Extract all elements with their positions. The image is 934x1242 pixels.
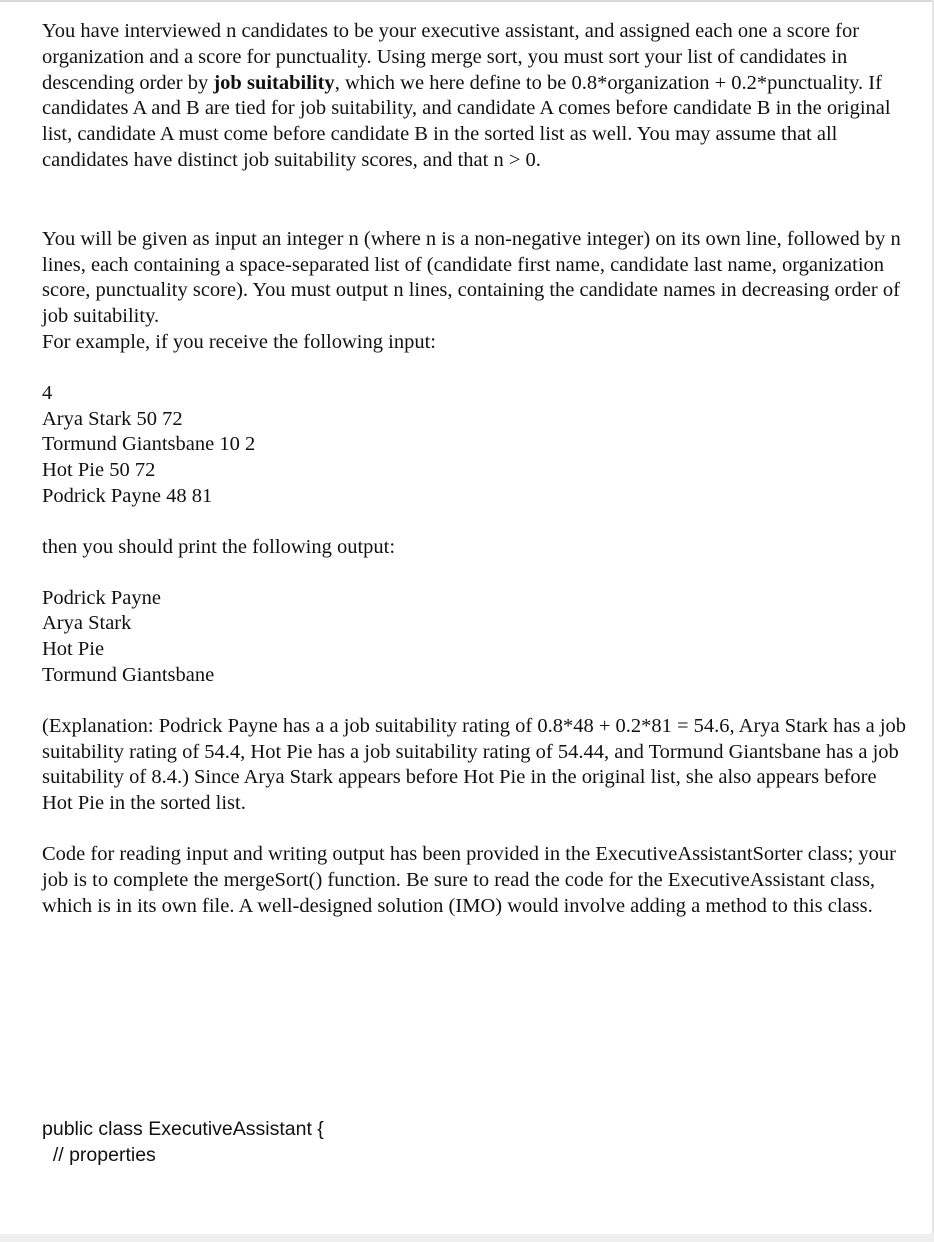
example-output-block — [42, 586, 922, 689]
code-snippet — [42, 1116, 922, 1168]
example-input-line: Podrick Payne 48 81 — [42, 484, 213, 507]
example-input-line: Arya Stark 50 72 — [42, 407, 183, 430]
code-line: // properties — [42, 1144, 156, 1167]
example-intro: For example, if you receive the following input: — [42, 330, 436, 353]
intro-paragraph — [42, 19, 914, 174]
example-input-line: Hot Pie 50 72 — [42, 459, 156, 482]
page-bottom-edge — [0, 1234, 934, 1242]
intro-text-2: , which we here define to be 0.8*organization + 0.2*punctuality. If candidates A and B are tied for job suitability, and candidate A comes before candidate B in the original list, candidate A must come before candidate B in the sorted list as well. You may assume that all candidates have distinct job suitability scores, and that n > 0. — [42, 71, 891, 171]
example-output-line: Arya Stark — [42, 612, 132, 635]
example-input-block — [42, 381, 922, 510]
output-intro: then you should print the following output: — [42, 535, 396, 558]
example-output-line: Tormund Giantsbane — [42, 663, 215, 686]
page-top-border — [0, 0, 934, 2]
example-input-line: 4 — [42, 381, 53, 404]
input-description-paragraph: You will be given as input an integer n (where n is a non-negative integer) on its own line, followed by n lines, each containing a space-separated list of (candidate first name, candidate last name, organization score, punctuality score). You must output n lines, containing the candidate names in decreasing order of job suitability. — [42, 227, 901, 328]
code-line: public class ExecutiveAssistant { — [42, 1118, 324, 1141]
document-page — [42, 19, 922, 1168]
example-output-line: Hot Pie — [42, 638, 105, 661]
example-output-line: Podrick Payne — [42, 586, 161, 609]
intro-text-1: You have interviewed n candidates to be your executive assistant, and assigned each one a score for organization and a score for punctuality. Using merge sort, you must sort your list of candidates in descending order by — [42, 20, 860, 94]
explanation-paragraph: (Explanation: Podrick Payne has a a job suitability rating of 0.8*48 + 0.2*81 = 54.6, Arya Stark has a job suitability rating of 54.4, Hot Pie has a job suitability rating of 54.44, and Tormund Giantsbane has a job suitability of 8.4.) Since Arya Stark appears before Hot Pie in the original list, she also appears before Hot Pie in the sorted list. — [42, 714, 907, 815]
code-description-paragraph: Code for reading input and writing output has been provided in the ExecutiveAssistantSorter class; your job is to complete the mergeSort() function. Be sure to read the code for the ExecutiveAssistant class, which is in its own file. A well-designed solution (IMO) would involve adding a method to this class. — [42, 842, 896, 917]
intro-bold-term: job suitability — [213, 71, 335, 94]
example-input-line: Tormund Giantsbane 10 2 — [42, 433, 256, 456]
